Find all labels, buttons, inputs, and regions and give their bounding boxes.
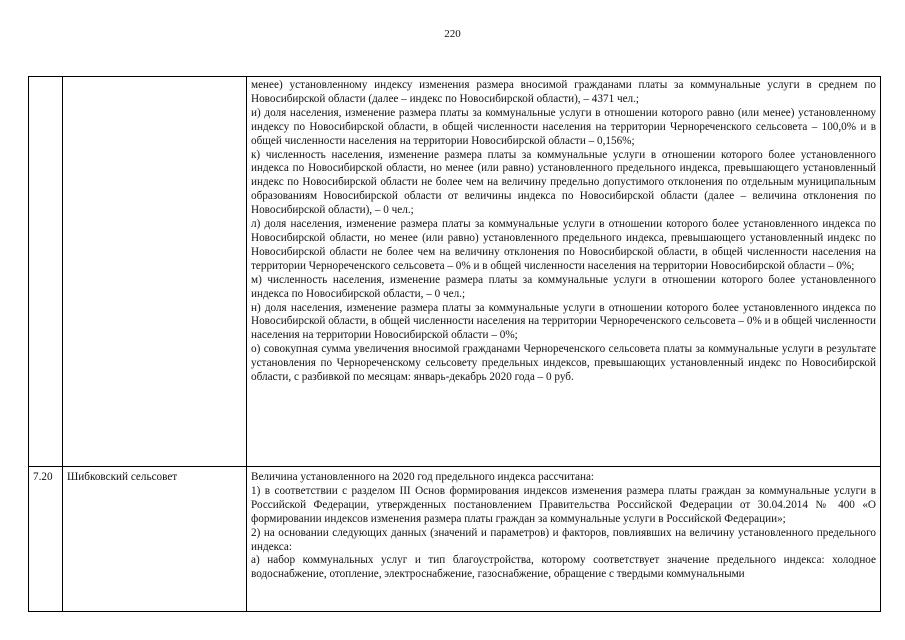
paragraph: Величина установленного на 2020 год предельного индекса рассчитана: <box>251 471 595 483</box>
document-table <box>28 76 881 612</box>
paragraph: к) численность населения, изменение размера платы за коммунальные услуги в отношении которого более установленного индекса по Новосибирской области, но менее (или равно) установленного предельного индекса, превышающего установленный индекс по Новосибирской области не более чем на величину предельно допустимого отклонения по отдельным муниципальным образованиям Новосибирской области от величины индекса по Новосибирской области (далее – величина отклонения по Новосибирской области), – 0 чел.; <box>251 148 876 217</box>
municipality-name <box>63 77 247 467</box>
page-number: 220 <box>444 28 461 40</box>
row-content <box>247 77 881 467</box>
paragraph: л) доля населения, изменение размера платы за коммунальные услуги в отношении которого более установленного индекса по Новосибирской области, но менее (или равно) установленного предельного индекса, превышающего установленный индекс по Новосибирской области не более чем на величину отклонения по Новосибирской области, в общей численности населения на территории Чернореченского сельсовета – 0% и в общей численности населения на территории Новосибирской области – 0%; <box>251 218 876 272</box>
paragraph: а) набор коммунальных услуг и тип благоустройства, которому соответствует значение предельного индекса: холодное водоснабжение, отопление, электроснабжение, газоснабжение, обращение с твердыми коммунальными <box>251 554 876 581</box>
table-row <box>29 77 881 467</box>
paragraph: о) совокупная сумма увеличения вносимой гражданами Чернореченского сельсовета платы за коммунальные услуги в результате установления по Чернореченскому сельсовету предельных индексов, превышающих установленный индекс по Новосибирской области, с разбивкой по месяцам: январь-декабрь 2020 года – 0 руб. <box>251 343 876 384</box>
row-content <box>247 467 881 612</box>
municipality-name: Шибковский сельсовет <box>63 467 247 612</box>
paragraph: м) численность населения, изменение размера платы за коммунальные услуги в отношении которого более установленного индекса по Новосибирской области, – 0 чел.; <box>251 273 876 300</box>
paragraph: н) доля населения, изменение размера платы за коммунальные услуги в отношении которого более установленного индекса по Новосибирской области, в общей численности населения на территории Чернореченского сельсовета – 0% и в общей численности населения на территории Новосибирской области – 0%; <box>251 301 876 342</box>
paragraph: 2) на основании следующих данных (значений и параметров) и факторов, повлиявших на величину установленного предельного индекса: <box>251 526 876 553</box>
paragraph: и) доля населения, изменение размера платы за коммунальные услуги в отношении которого равно (или менее) установленному индексу по Новосибирской области, в общей численности населения на территории Чернореченского сельсовета – 100,0% и в общей численности населения на территории Новосибирской области – 0,156%; <box>251 106 876 147</box>
paragraph: 1) в соответствии с разделом III Основ формирования индексов изменения размера платы граждан за коммунальные услуги в Российской Федерации, утвержденных постановлением Правительства Российской Федерации от 30.04.2014 № 400 «О формировании индексов изменения размера платы граждан за коммунальные услуги в Российской Федерации»; <box>251 484 876 525</box>
paragraph: менее) установленному индексу изменения размера вносимой гражданами платы за коммунальные услуги в среднем по Новосибирской области (далее – индекс по Новосибирской области), – 4371 чел.; <box>251 79 876 105</box>
row-number: 7.20 <box>29 467 63 612</box>
row-number <box>29 77 63 467</box>
table-row <box>29 467 881 612</box>
